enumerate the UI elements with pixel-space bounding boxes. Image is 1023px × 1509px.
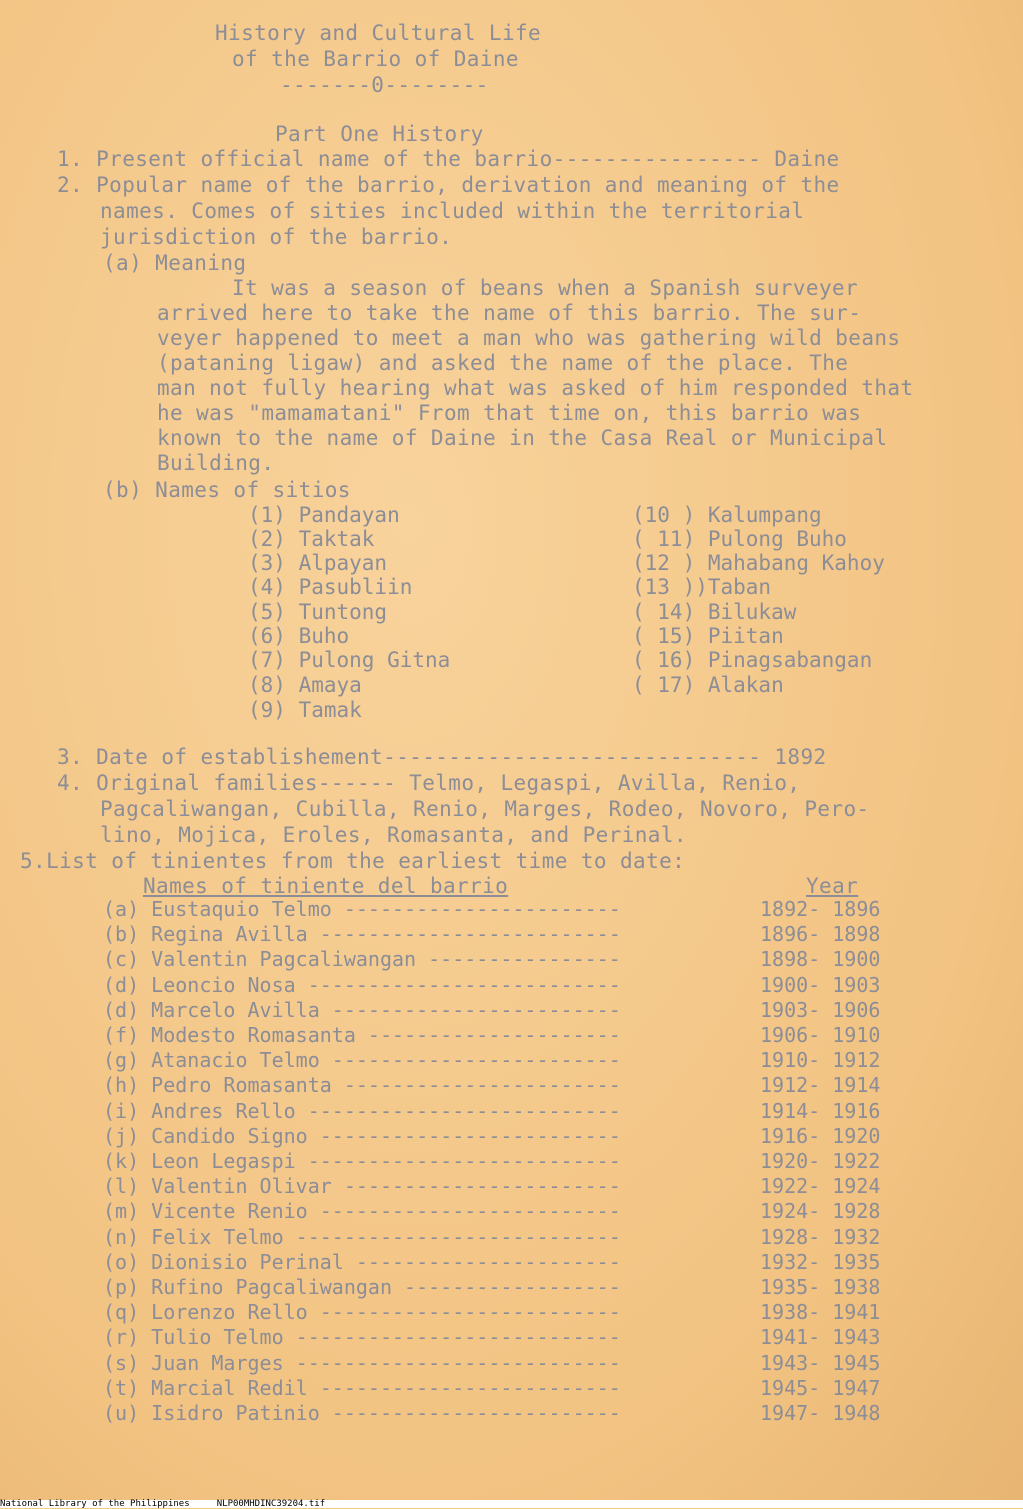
meaning-line-3: veyer happened to meet a man who was gathering wild beans <box>157 326 901 350</box>
tiniente-row <box>103 997 881 1023</box>
sitio-left-4: (4) Pasubliin <box>248 575 413 599</box>
tinientes-header-year: Year <box>806 874 859 898</box>
meaning-line-5: man not fully hearing what was asked of him responded that <box>157 376 914 400</box>
sitio-left-5: (5) Tuntong <box>248 600 388 624</box>
tiniente-name: (a) Eustaquio Telmo ----------------------- <box>103 897 621 921</box>
tiniente-row <box>103 1199 881 1224</box>
meaning-line-4: (pataning ligaw) and asked the name of the place. The <box>157 351 849 375</box>
tiniente-year: 1941- 1943 <box>760 1325 881 1350</box>
meaning-line-1: It was a season of beans when a Spanish surveyer <box>232 276 859 300</box>
tiniente-year: 1903- 1906 <box>760 997 881 1022</box>
tiniente-row <box>103 1401 881 1426</box>
tiniente-year: 1910- 1912 <box>760 1048 881 1073</box>
title-line-2: of the Barrio of Daine <box>232 47 519 71</box>
tiniente-name: (s) Juan Marges --------------------------- <box>103 1350 621 1375</box>
item-4-line-1: 4. Original families------ Telmo, Legaspi, Avilla, Renio, <box>57 771 801 795</box>
item-4-line-2: Pagcaliwangan, Cubilla, Renio, Marges, Rodeo, Novoro, Pero- <box>100 797 870 821</box>
item-3-establishment: 3. Date of establishement----------------------------- 1892 <box>57 745 827 769</box>
tiniente-name: (u) Isidro Patinio ------------------------ <box>103 1401 621 1425</box>
tiniente-row <box>103 1300 881 1325</box>
tiniente-name: (g) Atanacio Telmo ------------------------ <box>103 1048 621 1073</box>
sitio-right-10: (10 ) Kalumpang <box>632 503 822 527</box>
sitio-left-2: (2) Taktak <box>248 527 375 551</box>
meaning-line-7: known to the name of Daine in the Casa Real or Municipal <box>157 426 888 450</box>
part-one-heading: Part One History <box>275 122 484 146</box>
tiniente-row <box>103 1123 881 1149</box>
title-line-1: History and Cultural Life <box>215 21 542 45</box>
tiniente-name: (d) Leoncio Nosa -------------------------- <box>103 972 621 997</box>
sitio-left-9: (9) Tamak <box>248 698 362 722</box>
tiniente-row <box>103 1224 881 1250</box>
tiniente-name: (i) Andres Rello -------------------------- <box>103 1098 621 1123</box>
item-2-line-2: names. Comes of sities included within the territorial <box>100 199 805 223</box>
tiniente-row <box>103 1023 881 1048</box>
tiniente-row <box>103 1350 881 1376</box>
tiniente-row <box>103 1048 881 1073</box>
tiniente-name: (q) Lorenzo Rello ------------------------- <box>103 1300 621 1325</box>
tiniente-year: 1896- 1898 <box>760 922 881 947</box>
sitios-label: (b) Names of sitios <box>103 478 351 502</box>
scan-footer: National Library of the Philippines NLP00MHDINC39204.tif <box>0 1500 1023 1508</box>
sitio-right-13: (13 ))Taban <box>632 575 772 599</box>
tiniente-name: (c) Valentin Pagcaliwangan ---------------- <box>103 947 621 972</box>
item-5-tinientes-intro: 5.List of tinientes from the earliest time to date: <box>20 849 686 873</box>
tiniente-year: 1935- 1938 <box>760 1275 881 1299</box>
tiniente-year: 1938- 1941 <box>760 1300 881 1325</box>
tiniente-year: 1924- 1928 <box>760 1199 881 1224</box>
tiniente-row <box>103 1174 881 1199</box>
tiniente-name: (n) Felix Telmo --------------------------- <box>103 1224 621 1249</box>
tiniente-name: (j) Candido Signo ------------------------- <box>103 1123 621 1148</box>
sitio-right-11: ( 11) Pulong Buho <box>632 527 847 551</box>
item-4-line-3: lino, Mojica, Eroles, Romasanta, and Perinal. <box>100 823 687 847</box>
meaning-line-8: Building. <box>157 451 275 475</box>
sitio-left-8: (8) Amaya <box>248 673 362 697</box>
tiniente-row <box>103 1249 881 1275</box>
tiniente-year: 1922- 1924 <box>760 1174 881 1199</box>
tinientes-header-name: Names of tiniente del barrio <box>143 874 509 898</box>
tiniente-name: (o) Dionisio Perinal ---------------------- <box>103 1249 621 1274</box>
item-2-line-1: 2. Popular name of the barrio, derivation and meaning of the <box>57 173 840 197</box>
tiniente-row <box>103 1275 881 1300</box>
tiniente-year: 1920- 1922 <box>760 1149 881 1173</box>
tiniente-row <box>103 1375 881 1401</box>
tiniente-year: 1906- 1910 <box>760 1023 881 1047</box>
item-1-official-name: 1. Present official name of the barrio---------------- Daine <box>57 147 840 171</box>
sitio-right-15: ( 15) Piitan <box>632 624 784 648</box>
tiniente-name: (d) Marcelo Avilla ------------------------ <box>103 997 621 1022</box>
sitio-right-17: ( 17) Alakan <box>632 673 784 697</box>
tiniente-row <box>103 897 881 922</box>
tiniente-year: 1898- 1900 <box>760 947 881 972</box>
tiniente-year: 1912- 1914 <box>760 1073 881 1098</box>
tiniente-name: (f) Modesto Romasanta --------------------- <box>103 1023 621 1047</box>
tiniente-year: 1916- 1920 <box>760 1123 881 1148</box>
sitio-left-7: (7) Pulong Gitna <box>248 648 451 672</box>
sitio-left-1: (1) Pandayan <box>248 503 400 527</box>
tiniente-year: 1914- 1916 <box>760 1098 881 1123</box>
sitio-left-3: (3) Alpayan <box>248 551 388 575</box>
tiniente-year: 1932- 1935 <box>760 1249 881 1274</box>
tiniente-name: (b) Regina Avilla ------------------------- <box>103 922 621 947</box>
tiniente-year: 1900- 1903 <box>760 972 881 997</box>
tiniente-year: 1892- 1896 <box>760 897 881 921</box>
tiniente-row <box>103 1149 881 1174</box>
tiniente-name: (h) Pedro Romasanta ----------------------- <box>103 1073 621 1098</box>
tiniente-row <box>103 922 881 947</box>
sitio-left-6: (6) Buho <box>248 624 350 648</box>
tiniente-name: (p) Rufino Pagcaliwangan ------------------ <box>103 1275 621 1299</box>
meaning-line-2: arrived here to take the name of this barrio. The sur- <box>157 301 862 325</box>
tiniente-row <box>103 1098 881 1124</box>
sitio-right-16: ( 16) Pinagsabangan <box>632 648 873 672</box>
tiniente-year: 1943- 1945 <box>760 1350 881 1375</box>
tiniente-year: 1928- 1932 <box>760 1224 881 1249</box>
meaning-label: (a) Meaning <box>103 251 247 275</box>
tiniente-name: (m) Vicente Renio ------------------------- <box>103 1199 621 1224</box>
tiniente-row <box>103 1073 881 1098</box>
item-2-line-3: jurisdiction of the barrio. <box>100 225 453 249</box>
tiniente-name: (r) Tulio Telmo --------------------------- <box>103 1325 621 1350</box>
tiniente-name: (k) Leon Legaspi -------------------------- <box>103 1149 621 1173</box>
tiniente-year: 1945- 1947 <box>760 1375 881 1400</box>
tiniente-row <box>103 947 881 972</box>
tiniente-row <box>103 972 881 998</box>
sitio-right-14: ( 14) Bilukaw <box>632 600 797 624</box>
tiniente-year: 1947- 1948 <box>760 1401 881 1425</box>
title-separator: -------0-------- <box>280 73 489 97</box>
tiniente-name: (l) Valentin Olivar ----------------------- <box>103 1174 621 1199</box>
tiniente-name: (t) Marcial Redil ------------------------- <box>103 1375 621 1400</box>
meaning-line-6: he was "mamamatani" From that time on, this barrio was <box>157 401 862 425</box>
sitio-right-12: (12 ) Mahabang Kahoy <box>632 551 885 575</box>
tiniente-row <box>103 1325 881 1350</box>
